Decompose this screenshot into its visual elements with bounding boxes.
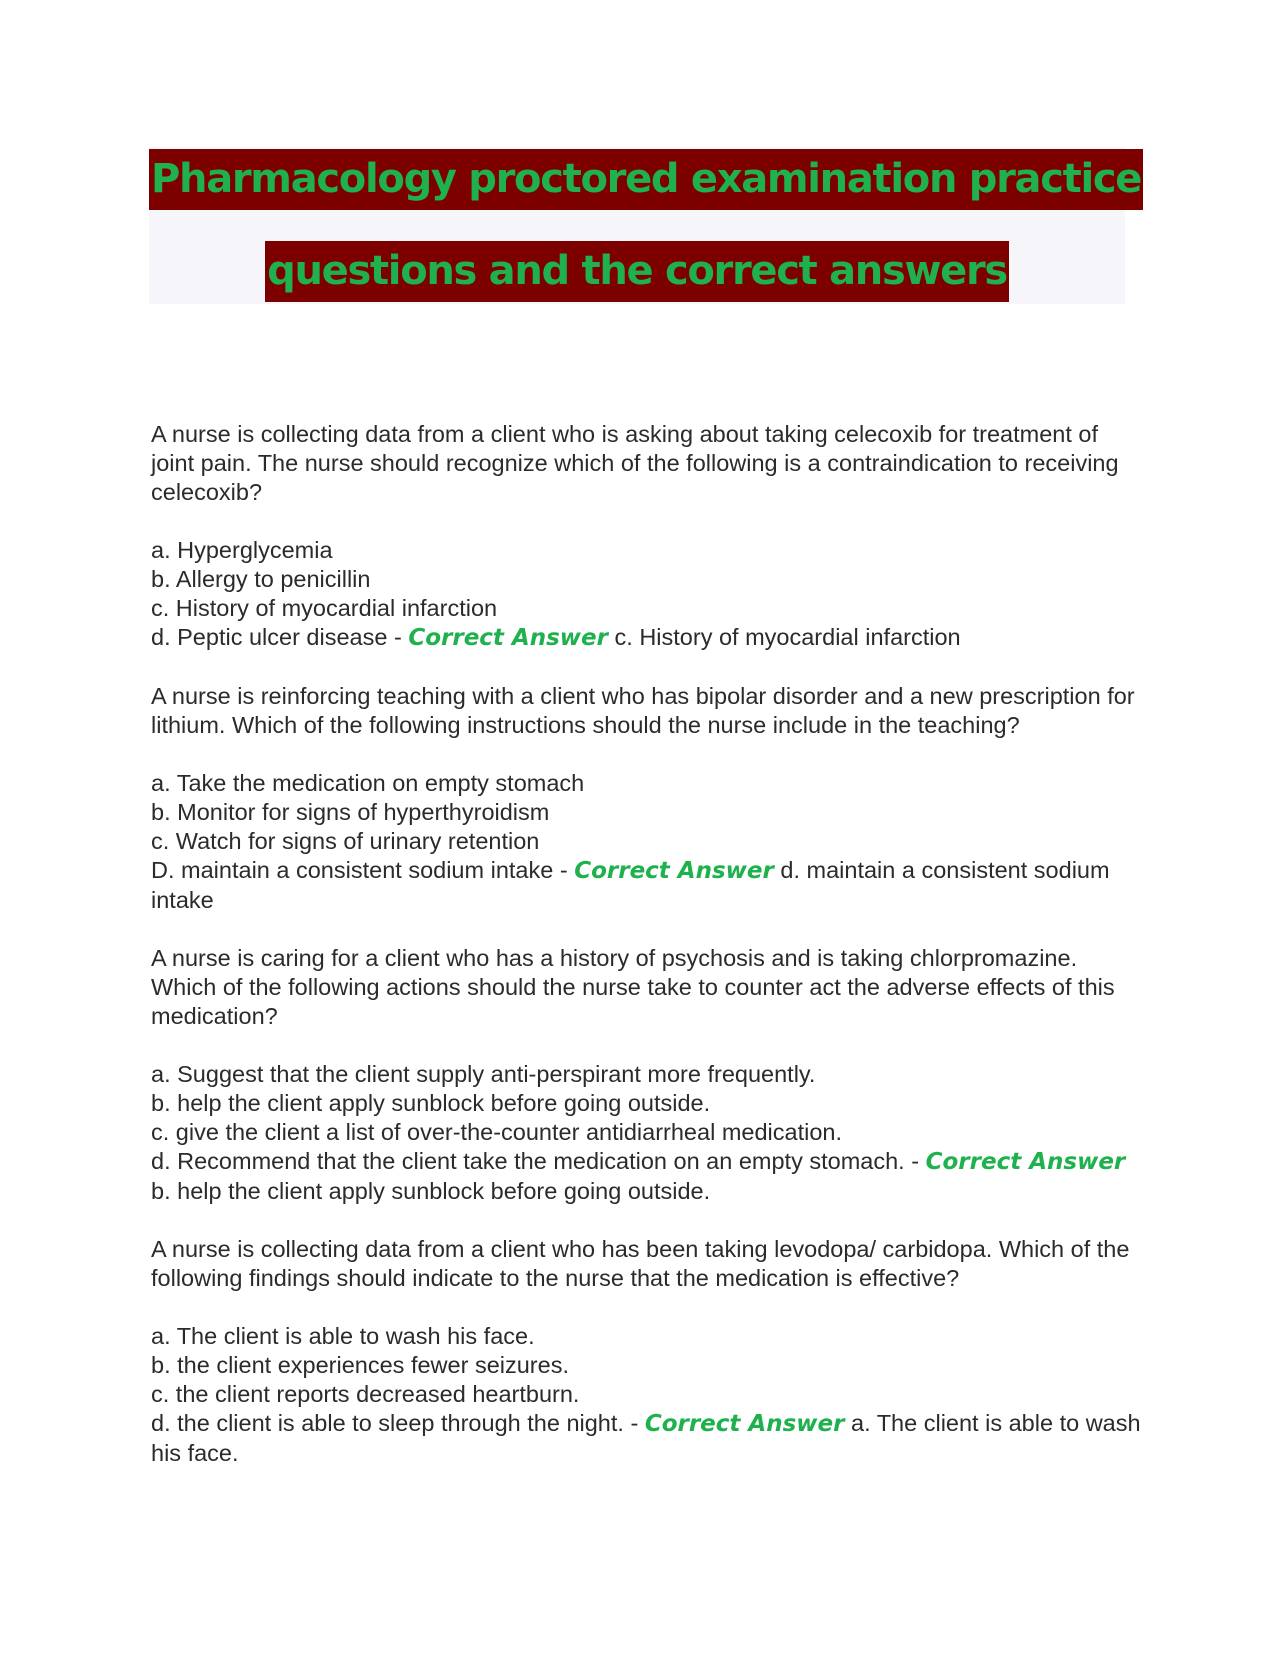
- title-line-1: Pharmacology proctored examination practice: [149, 149, 1143, 210]
- question-text: A nurse is caring for a client who has a history of psychosis and is taking chlorpromazine. Which of the following actions should the nurse take to counter act the adverse effects of this medication?: [151, 945, 1115, 1029]
- question-text: A nurse is collecting data from a client who is asking about taking celecoxib for treatment of joint pain. The nurse should recognize which of the following is a contraindication to receiving celecoxib?: [151, 421, 1119, 505]
- option-a: a. Hyperglycemia: [151, 537, 333, 563]
- option-d-with-answer: [151, 856, 1141, 915]
- correct-answer-text: a. The client is able to wash his face.: [151, 1410, 1141, 1466]
- correct-answer-label: Correct Answer: [574, 858, 774, 884]
- option-d: d. the client is able to sleep through the night. -: [151, 1410, 639, 1436]
- option-list: [151, 769, 1141, 915]
- option-d-with-answer: [151, 623, 1141, 653]
- correct-answer-label: Correct Answer: [644, 1411, 845, 1437]
- option-c: c. give the client a list of over-the-counter antidiarrheal medication.: [151, 1119, 842, 1145]
- question-list: [151, 420, 1141, 1497]
- option-c: c. History of myocardial infarction: [151, 595, 498, 621]
- option-list: [151, 1322, 1141, 1468]
- option-d: d. Recommend that the client take the medication on an empty stomach. -: [151, 1148, 920, 1174]
- option-a: a. Suggest that the client supply anti-perspirant more frequently.: [151, 1061, 816, 1087]
- title-line-2: questions and the correct answers: [265, 241, 1009, 302]
- question-block: [151, 682, 1141, 915]
- option-b: b. Allergy to penicillin: [151, 566, 371, 592]
- option-d-with-answer: [151, 1409, 1141, 1468]
- correct-answer-text: d. maintain a consistent sodium intake: [151, 857, 1110, 913]
- option-a: a. Take the medication on empty stomach: [151, 770, 585, 796]
- correct-answer-label: Correct Answer: [408, 625, 608, 651]
- option-b: b. help the client apply sunblock before going outside.: [151, 1090, 711, 1116]
- correct-answer-text: c. History of myocardial infarction: [614, 624, 961, 650]
- option-c: c. Watch for signs of urinary retention: [151, 828, 540, 854]
- option-a: a. The client is able to wash his face.: [151, 1323, 535, 1349]
- option-c: c. the client reports decreased heartburn.: [151, 1381, 580, 1407]
- question-text: A nurse is collecting data from a client who has been taking levodopa/ carbidopa. Which of the following findings should indicate to the nurse that the medication is effective?: [151, 1236, 1130, 1291]
- question-block: [151, 1235, 1141, 1468]
- option-list: [151, 1060, 1141, 1206]
- option-d: d. Peptic ulcer disease -: [151, 624, 402, 650]
- correct-answer-label: Correct Answer: [925, 1149, 1126, 1175]
- question-text: A nurse is reinforcing teaching with a client who has bipolar disorder and a new prescription for lithium. Which of the following instructions should the nurse include in the teaching?: [151, 683, 1135, 738]
- correct-answer-text: b. help the client apply sunblock before going outside.: [151, 1178, 711, 1204]
- option-d-with-answer: [151, 1147, 1141, 1206]
- question-block: [151, 944, 1141, 1206]
- option-d: D. maintain a consistent sodium intake -: [151, 857, 568, 883]
- option-list: [151, 536, 1141, 653]
- question-block: [151, 420, 1141, 653]
- option-b: b. Monitor for signs of hyperthyroidism: [151, 799, 550, 825]
- option-b: b. the client experiences fewer seizures.: [151, 1352, 569, 1378]
- document-title: [149, 147, 1142, 304]
